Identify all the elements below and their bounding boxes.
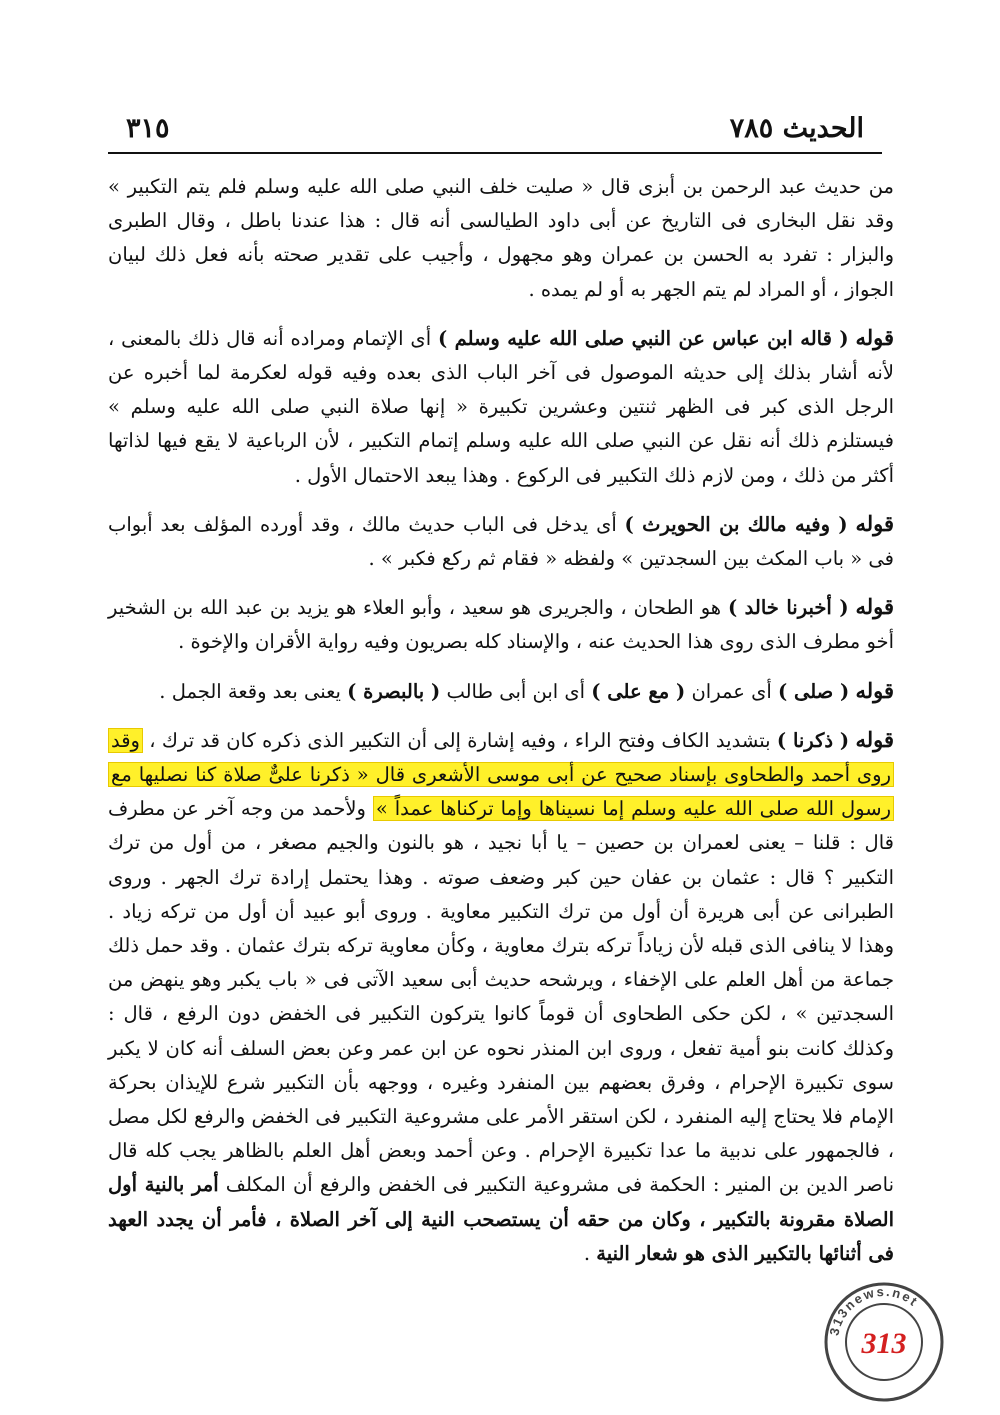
running-header	[108, 108, 882, 154]
paragraph-6-text: ولأحمد من وجه آخر عن مطرف قال : قلنا – يعنى لعمران بن حصين – يا أبا نجيد ، هو بالنون والجيم مصغر ، من أول من ترك التكبير ؟ قال : عثمان بن عفان حين كبر وضعف صوته . وهذا يحتمل إرادة ترك الجهر . وروى الطبرانى عن أبى هريرة أن أول من ترك التكبير معاوية . وروى أبو عبيد أن أول من تركه زياد . وهذا لا ينافى الذى قبله لأن زياداً تركه بترك معاوية ، وكأن معاوية تركه بترك عثمان . وقد حمل ذلك جماعة من أهل العلم على الإخفاء ، ويرشحه حديث أبى سعيد الآتى فى « باب يكبر وهو ينهض من السجدتين » ، لكن حكى الطحاوى أن قوماً كانوا يتركون التكبير فى الخفض دون الرفع ، قال : وكذلك كانت بنو أمية تفعل ، وروى ابن المنذر نحوه عن ابن عمر وعن بعض السلف أنه كان لا يكبر سوى تكبيرة الإحرام ، وفرق بعضهم بين المنفرد وغيره ، ووجهه بأن التكبير شرع للإيذان بحركة الإمام فلا يحتاج إليه المنفرد ، لكن استقر الأمر على مشروعية التكبير فى الخفض والرفع لكل مصل ، فالجمهور على ندبية ما عدا تكبيرة الإحرام . وعن أحمد وبعض أهل العلم بالظاهر يجب كله قال ناصر الدين بن المنير : الحكمة فى مشروعية التكبير فى الخفض والرفع أن المكلف	[108, 797, 894, 1197]
paragraph-2	[108, 321, 894, 493]
paragraph-6-text: بتشديد الكاف وفتح الراء ، وفيه إشارة إلى أن التكبير الذى ذكره كان قد ترك ،	[142, 728, 777, 752]
paragraph-3-text: أى يدخل فى الباب حديث مالك ، وقد أورده المؤلف بعد أبواب فى « باب المكث بين السجدتين » ولفظه « فقام ثم ركع فكبر » .	[108, 512, 894, 571]
paragraph-6	[108, 723, 894, 1271]
lemma: ( مع على )	[591, 679, 686, 703]
qawl-marker: قوله	[855, 677, 894, 703]
qawl-marker: قوله	[855, 594, 894, 620]
paragraph-5-text: أى عمران	[685, 679, 778, 703]
commentary-text	[108, 170, 894, 1271]
seal-number: 313	[861, 1327, 907, 1360]
paragraph-5-text: أى ابن أبى طالب	[440, 679, 592, 703]
hadith-label: الحديث ٧٨٥	[729, 112, 864, 144]
paragraph-1-text: من حديث عبد الرحمن بن أبزى قال « صليت خلف النبي صلى الله عليه وسلم فلم يتم التكبير » وقد نقل البخارى فى التاريخ عن أبى داود الطيالسى أنه قال : هذا عندنا باطل ، وقال الطبرى والبزار : تفرد به الحسن بن عمران وهو مجهول ، وأجيب على تقدير صحته بأنه فعل ذلك لبيان الجواز ، أو المراد لم يتم الجهر به أو لم يمده .	[108, 175, 894, 301]
qawl-marker: قوله	[855, 510, 894, 536]
lemma: ( أخبرنا خالد )	[727, 596, 849, 620]
paragraph-2-text: أى الإتمام ومراده أنه قال ذلك بالمعنى ، لأنه أشار بذلك إلى حديثه الموصول فى آخر الباب الذى بعده وفيه قوله لعكرمة لما أخبره عن الرجل الذى كبر فى الظهر ثنتين وعشرين تكبيرة « إنها صلاة النبي صلى الله عليه وسلم » فيستلزم ذلك أنه نقل عن النبي صلى الله عليه وسلم إتمام التكبير ، لأن الرباعية لا يقع فيها لذاتها أكثر من ذلك ، ومن لازم ذلك التكبير فى الركوع . وهذا يبعد الاحتمال الأول .	[108, 326, 894, 487]
paragraph-1	[108, 170, 894, 307]
lemma: ( قاله ابن عباس عن النبي صلى الله عليه وسلم )	[437, 326, 849, 350]
lemma: ( ذكرنا )	[776, 728, 850, 752]
lemma: ( بالبصرة )	[347, 679, 441, 703]
qawl-marker: قوله	[855, 726, 894, 752]
paragraph-3	[108, 507, 894, 576]
paragraph-5-text: يعنى بعد وقعة الجمل .	[159, 679, 348, 703]
qawl-marker: قوله	[855, 324, 895, 350]
highlighted-quote: وقد روى أحمد والطحاوى بإسناد صحيح عن أبى موسى الأشعرى قال « ذكرنا علىٌّ صلاة كنا نصليها مع رسول الله صلى الله عليه وسلم إما نسيناها وإما تركناها عمداً »	[108, 728, 894, 821]
lemma: ( صلى )	[777, 679, 850, 703]
seal-site-text: 313news.net	[826, 1283, 922, 1337]
paragraph-4	[108, 590, 894, 659]
paragraph-5	[108, 674, 894, 709]
paragraph-4-text: هو الطحان ، والجريرى هو سعيد ، وأبو العلاء هو يزيد بن عبد الله بن الشخير أخو مطرف الذى روى هذا الحديث عنه ، والإسناد كله بصريون وفيه رواية الأقران والإخوة .	[108, 596, 894, 654]
watermark-seal-icon	[822, 1280, 946, 1404]
bold-conclusion: أمر بالنية أول الصلاة مقرونة بالتكبير ، وكان من حقه أن يستصحب النية إلى آخر الصلاة ، فأمر أن يجدد العهد فى أثنائها بالتكبير الذى هو شعار النية	[108, 1173, 894, 1265]
paragraph-6-end: .	[583, 1241, 597, 1265]
page-number: ٣١٥	[126, 112, 170, 144]
lemma: ( وفيه مالك بن الحويرث )	[624, 512, 848, 536]
